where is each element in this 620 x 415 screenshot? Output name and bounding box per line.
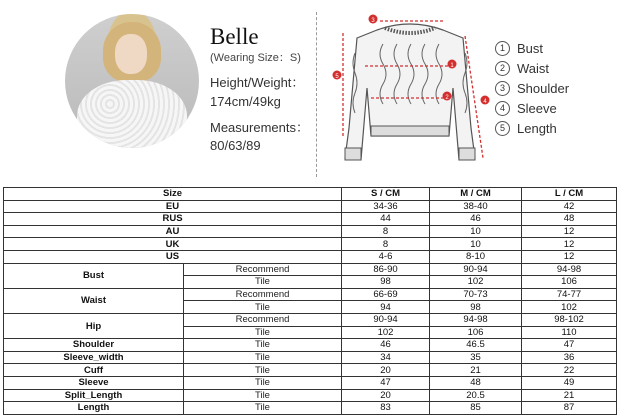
sweater-diagram — [325, 8, 495, 178]
header-l: L / CM — [522, 188, 617, 201]
table-row — [4, 364, 617, 377]
size-chart-table — [3, 187, 617, 415]
row-name: Hip — [4, 313, 184, 338]
cell-l: 102 — [522, 301, 617, 314]
cell-l: 21 — [522, 389, 617, 402]
table-row — [4, 200, 617, 213]
marker-4: 4 — [483, 99, 487, 105]
legend-item-waist — [495, 58, 569, 78]
height-weight-value: 174cm/49kg — [210, 94, 281, 109]
model-name: Belle — [210, 24, 259, 49]
row-sub-label: Tile — [184, 351, 342, 364]
cell-s: 44 — [342, 213, 430, 226]
cell-s: 94 — [342, 301, 430, 314]
row-sub-label: Recommend — [184, 313, 342, 326]
cell-m: 20.5 — [430, 389, 522, 402]
cell-l: 49 — [522, 376, 617, 389]
legend-item-length — [495, 118, 569, 138]
model-face — [115, 34, 147, 74]
cell-s: 34 — [342, 351, 430, 364]
legend-label-bust: Bust — [517, 40, 544, 56]
cell-m: 10 — [430, 225, 522, 238]
legend-number-3: 3 — [495, 81, 510, 96]
table-row — [4, 313, 617, 326]
table-header-row — [4, 188, 617, 201]
row-sub-label: Tile — [184, 402, 342, 415]
cell-l: 94-98 — [522, 263, 617, 276]
cell-m: 90-94 — [430, 263, 522, 276]
cell-s: 20 — [342, 364, 430, 377]
cell-m: 98 — [430, 301, 522, 314]
cell-l: 36 — [522, 351, 617, 364]
row-name: Bust — [4, 263, 184, 288]
row-name: Cuff — [4, 364, 184, 377]
row-sub-label: Tile — [184, 389, 342, 402]
cell-m: 70-73 — [430, 288, 522, 301]
row-name: Sleeve_width — [4, 351, 184, 364]
cell-s: 98 — [342, 276, 430, 289]
row-name: RUS — [4, 213, 342, 226]
row-sub-label: Tile — [184, 301, 342, 314]
cell-l: 12 — [522, 225, 617, 238]
marker-3: 3 — [371, 18, 375, 24]
cell-s: 83 — [342, 402, 430, 415]
cell-l: 106 — [522, 276, 617, 289]
cell-m: 35 — [430, 351, 522, 364]
legend-label-shoulder: Shoulder — [517, 80, 570, 96]
cell-s: 47 — [342, 376, 430, 389]
table-row — [4, 213, 617, 226]
height-weight-label: Height/Weight： — [210, 75, 305, 90]
row-name: Waist — [4, 288, 184, 313]
measurements-value: 80/63/89 — [210, 138, 261, 153]
legend-item-shoulder — [495, 78, 569, 98]
cell-l: 47 — [522, 339, 617, 352]
row-sub-label: Tile — [184, 276, 342, 289]
table-row — [4, 250, 617, 263]
table-row — [4, 238, 617, 251]
legend-number-4: 4 — [495, 101, 510, 116]
measurement-legend — [495, 38, 569, 138]
row-name: AU — [4, 225, 342, 238]
cell-s: 90-94 — [342, 313, 430, 326]
cell-l: 87 — [522, 402, 617, 415]
table-row — [4, 389, 617, 402]
legend-item-bust — [495, 38, 569, 58]
table-row — [4, 402, 617, 415]
cell-m: 46.5 — [430, 339, 522, 352]
row-name: Length — [4, 402, 184, 415]
model-lace-dress — [77, 80, 187, 148]
cell-s: 20 — [342, 389, 430, 402]
header-s: S / CM — [342, 188, 430, 201]
row-name: UK — [4, 238, 342, 251]
row-sub-label: Tile — [184, 364, 342, 377]
cell-s: 8 — [342, 225, 430, 238]
cell-m: 106 — [430, 326, 522, 339]
cell-l: 48 — [522, 213, 617, 226]
cell-s: 8 — [342, 238, 430, 251]
cell-m: 48 — [430, 376, 522, 389]
cell-s: 4-6 — [342, 250, 430, 263]
right-cuff — [459, 148, 475, 160]
legend-number-5: 5 — [495, 121, 510, 136]
sweater-outline — [345, 24, 475, 160]
cell-m: 21 — [430, 364, 522, 377]
cell-s: 46 — [342, 339, 430, 352]
row-sub-label: Tile — [184, 376, 342, 389]
legend-number-1: 1 — [495, 41, 510, 56]
row-name: EU — [4, 200, 342, 213]
row-sub-label: Recommend — [184, 263, 342, 276]
marker-2: 2 — [445, 95, 449, 101]
row-name: US — [4, 250, 342, 263]
cell-l: 12 — [522, 238, 617, 251]
hem-rib — [371, 126, 449, 136]
row-name: Sleeve — [4, 376, 184, 389]
legend-label-waist: Waist — [517, 60, 550, 76]
row-name: Shoulder — [4, 339, 184, 352]
row-name: Split_Length — [4, 389, 184, 402]
marker-5: 5 — [335, 74, 339, 80]
legend-item-sleeve — [495, 98, 569, 118]
table-row — [4, 263, 617, 276]
header-size: Size — [4, 188, 342, 201]
cell-s: 86-90 — [342, 263, 430, 276]
cell-l: 74-77 — [522, 288, 617, 301]
row-sub-label: Tile — [184, 326, 342, 339]
model-photo — [65, 14, 199, 148]
table-row — [4, 376, 617, 389]
cell-m: 102 — [430, 276, 522, 289]
cell-m: 94-98 — [430, 313, 522, 326]
panel-divider — [316, 12, 317, 177]
table-row — [4, 339, 617, 352]
cell-m: 85 — [430, 402, 522, 415]
marker-1: 1 — [450, 63, 454, 69]
header-m: M / CM — [430, 188, 522, 201]
cell-m: 8-10 — [430, 250, 522, 263]
left-cuff — [345, 148, 361, 160]
cell-m: 10 — [430, 238, 522, 251]
table-row — [4, 351, 617, 364]
cell-l: 12 — [522, 250, 617, 263]
measurements-label: Measurements： — [210, 120, 309, 135]
cell-m: 38-40 — [430, 200, 522, 213]
cell-s: 102 — [342, 326, 430, 339]
cell-l: 110 — [522, 326, 617, 339]
legend-number-2: 2 — [495, 61, 510, 76]
table-row — [4, 288, 617, 301]
cell-s: 66-69 — [342, 288, 430, 301]
cell-s: 34-36 — [342, 200, 430, 213]
wearing-size: (Wearing Size：S) — [210, 52, 301, 64]
cell-m: 46 — [430, 213, 522, 226]
cell-l: 42 — [522, 200, 617, 213]
legend-label-sleeve: Sleeve — [517, 100, 557, 116]
table-row — [4, 225, 617, 238]
cell-l: 98-102 — [522, 313, 617, 326]
legend-label-length: Length — [517, 120, 557, 136]
row-sub-label: Tile — [184, 339, 342, 352]
cell-l: 22 — [522, 364, 617, 377]
row-sub-label: Recommend — [184, 288, 342, 301]
